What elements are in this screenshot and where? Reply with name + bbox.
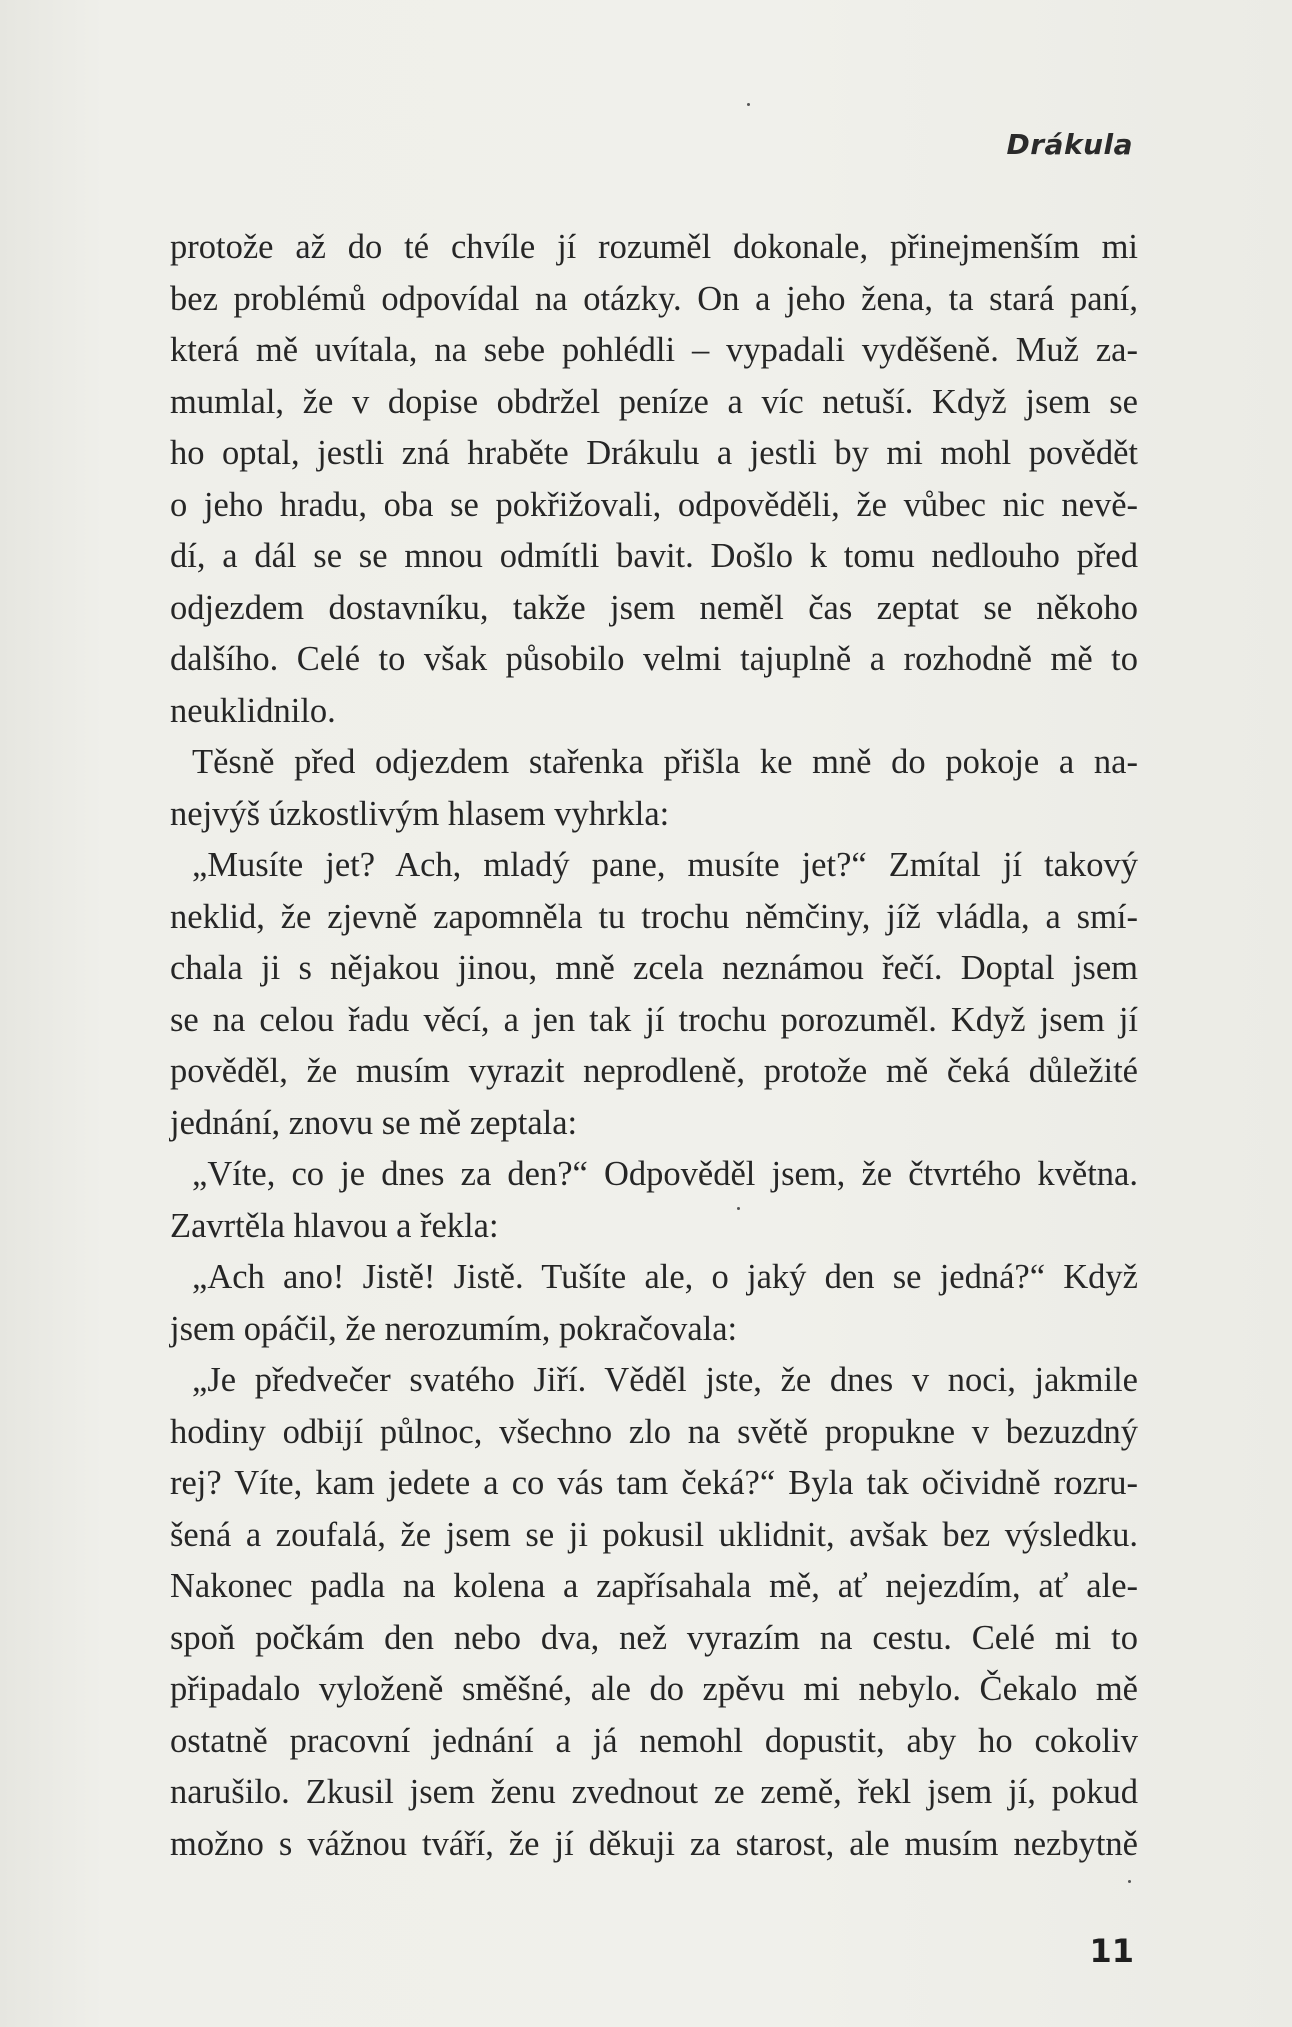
text-line: narušilo. Zkusil jsem ženu zvednout ze země, řekl jsem jí, pokud (170, 1773, 1138, 1811)
text-line: pověděl, že musím vyrazit neprodleně, protože mě čeká důležité (170, 1052, 1138, 1090)
running-title: Drákula (1006, 128, 1133, 161)
paper-speck (737, 1207, 740, 1210)
text-line: „Ach ano! Jistě! Jistě. Tušíte ale, o jaký den se jedná?“ Když (192, 1258, 1138, 1296)
text-line: Nakonec padla na kolena a zapřísahala mě, ať nejezdím, ať ale- (170, 1567, 1138, 1605)
text-line: připadalo vyloženě směšné, ale do zpěvu mi nebylo. Čekalo mě (170, 1670, 1138, 1708)
text-line: jsem opáčil, že nerozumím, pokračovala: (170, 1309, 738, 1348)
text-line: rej? Víte, kam jedete a co vás tam čeká?“ Byla tak očividně rozru- (170, 1464, 1138, 1502)
text-line: neuklidnilo. (170, 691, 336, 730)
text-line: spoň počkám den nebo dva, než vyrazím na cestu. Celé mi to (170, 1618, 1138, 1657)
text-line: protože až do té chvíle jí rozuměl dokonale, přinejmenším mi (170, 228, 1138, 266)
text-line: ho optal, jestli zná hraběte Drákulu a jestli by mi mohl povědět (170, 434, 1138, 472)
text-line: neklid, že zjevně zapomněla tu trochu němčiny, jíž vládla, a smí- (170, 897, 1138, 936)
text-line: nejvýš úzkostlivým hlasem vyhrkla: (170, 794, 670, 833)
body-text (170, 222, 1138, 1870)
text-line: dí, a dál se se mnou odmítli bavit. Došlo k tomu nedlouho před (170, 537, 1138, 575)
paper-speck (1128, 1880, 1131, 1883)
text-line: odjezdem dostavníku, takže jsem neměl čas zeptat se někoho (170, 588, 1138, 627)
text-line: o jeho hradu, oba se pokřižovali, odpověděli, že vůbec nic nevě- (170, 485, 1138, 524)
text-line: dalšího. Celé to však působilo velmi tajuplně a rozhodně mě to (170, 640, 1138, 678)
text-line: ostatně pracovní jednání a já nemohl dopustit, aby ho cokoliv (170, 1721, 1138, 1760)
text-line: Těsně před odjezdem stařenka přišla ke mně do pokoje a na- (192, 743, 1138, 781)
text-line: šená a zoufalá, že jsem se ji pokusil uklidnit, avšak bez výsledku. (170, 1515, 1138, 1554)
text-line: bez problémů odpovídal na otázky. On a jeho žena, ta stará paní, (170, 279, 1138, 318)
text-line: jednání, znovu se mě zeptala: (170, 1103, 578, 1142)
page-number: 11 (1089, 1932, 1134, 1970)
text-line: se na celou řadu věcí, a jen tak jí trochu porozuměl. Když jsem jí (170, 1000, 1138, 1039)
text-line: mumlal, že v dopise obdržel peníze a víc netuší. Když jsem se (170, 382, 1138, 421)
text-line: „Musíte jet? Ach, mladý pane, musíte jet?“ Zmítal jí takový (192, 846, 1138, 884)
text-line: „Víte, co je dnes za den?“ Odpověděl jsem, že čtvrtého května. (192, 1155, 1138, 1193)
text-line: „Je předvečer svatého Jiří. Věděl jste, že dnes v noci, jakmile (192, 1361, 1138, 1399)
paper-speck (747, 103, 750, 106)
text-line: která mě uvítala, na sebe pohlédli – vypadali vyděšeně. Muž za- (170, 331, 1138, 369)
text-line: možno s vážnou tváří, že jí děkuji za starost, ale musím nezbytně (170, 1824, 1138, 1863)
text-line: chala ji s nějakou jinou, mně zcela neznámou řečí. Doptal jsem (170, 949, 1138, 987)
text-line: hodiny odbijí půlnoc, všechno zlo na světě propukne v bezuzdný (170, 1412, 1138, 1451)
text-line: Zavrtěla hlavou a řekla: (170, 1206, 499, 1245)
